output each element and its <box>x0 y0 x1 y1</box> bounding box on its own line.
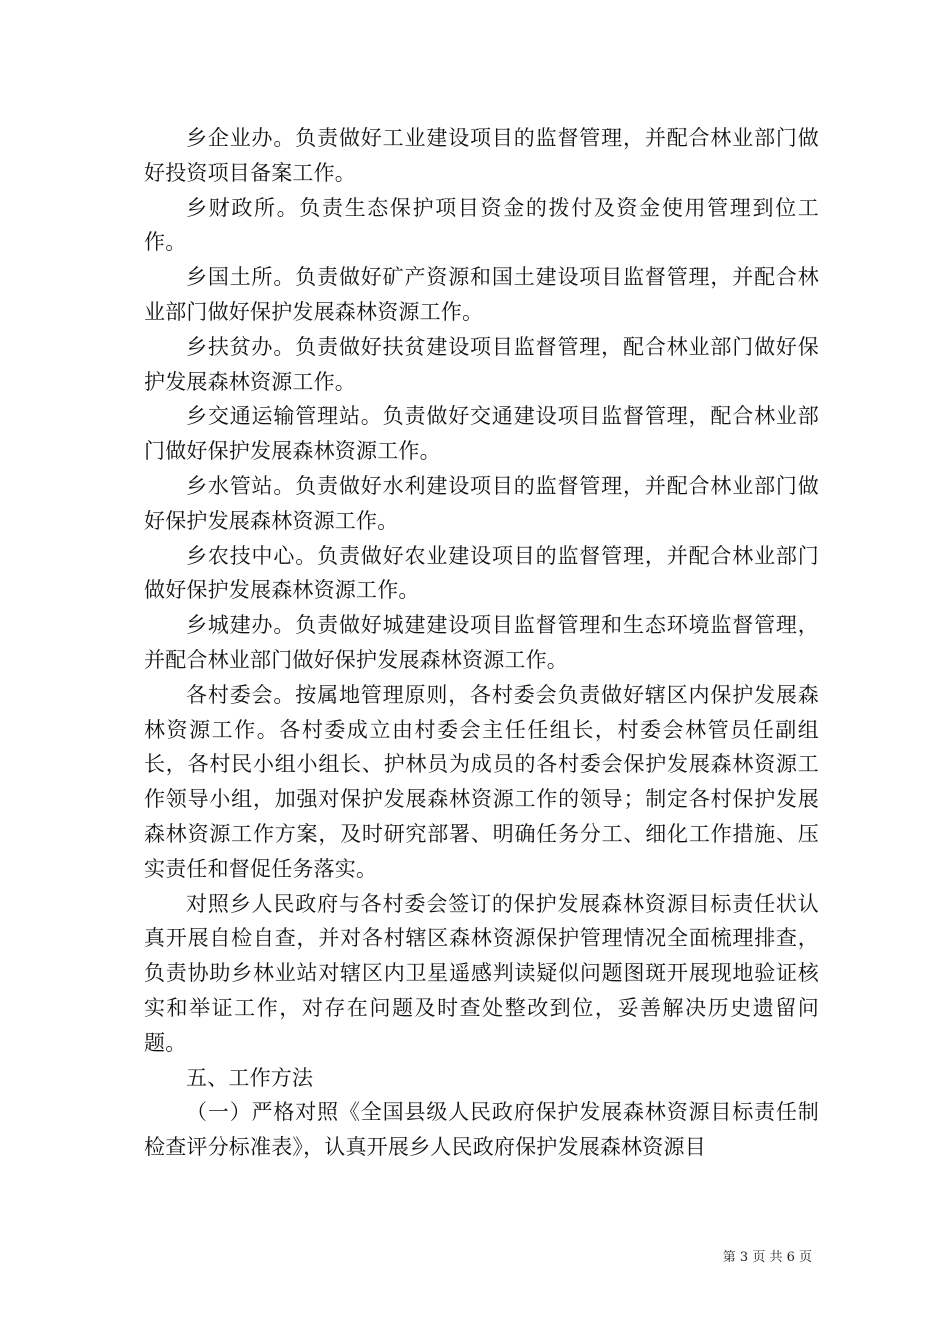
paragraph-poverty-office: 乡扶贫办。负责做好扶贫建设项目监督管理，配合林业部门做好保护发展森林资源工作。 <box>144 334 819 394</box>
page-number: 第 3 页 共 6 页 <box>722 1250 812 1265</box>
paragraph-enterprise-office: 乡企业办。负责做好工业建设项目的监督管理，并配合林业部门做好投资项目备案工作。 <box>144 126 819 185</box>
document-body <box>144 121 819 1165</box>
paragraph-village-committees: 各村委会。按属地管理原则，各村委会负责做好辖区内保护发展森林资源工作。各村委成立由村委会主任任组长，村委会林管员任副组长，各村民小组小组长、护林员为成员的各村委会保护发展森林资源工作领导小组，加强对保护发展森林资源工作的领导；制定各村保护发展森林资源工作方案，及时研究部署、明确任务分工、细化工作措施、压实责任和督促任务落实。 <box>144 682 819 881</box>
paragraph-water-station: 乡水管站。负责做好水利建设项目的监督管理，并配合林业部门做好保护发展森林资源工作。 <box>144 473 819 533</box>
paragraph-finance-office: 乡财政所。负责生态保护项目资金的拨付及资金使用管理到位工作。 <box>144 195 819 255</box>
paragraph-self-inspection: 对照乡人民政府与各村委会签订的保护发展森林资源目标责任状认真开展自检自查，并对各村辖区森林资源保护管理情况全面梳理排查，负责协助乡林业站对辖区内卫星遥感判读疑似问题图斑开展现地验证核实和举证工作，对存在问题及时查处整改到位，妥善解决历史遗留问题。 <box>144 891 819 1055</box>
paragraph-method-one: （一）严格对照《全国县级人民政府保护发展森林资源目标责任制检查评分标准表》，认真开展乡人民政府保护发展森林资源目 <box>144 1100 819 1160</box>
paragraph-land-office: 乡国土所。负责做好矿产资源和国土建设项目监督管理，并配合林业部门做好保护发展森林资源工作。 <box>144 265 819 324</box>
section-heading-work-methods: 五、工作方法 <box>186 1065 314 1090</box>
paragraph-urban-construction-office: 乡城建办。负责做好城建建设项目监督管理和生态环境监督管理，并配合林业部门做好保护发展森林资源工作。 <box>144 613 819 672</box>
paragraph-agri-tech-center: 乡农技中心。负责做好农业建设项目的监督管理，并配合林业部门做好保护发展森林资源工作。 <box>144 543 819 603</box>
paragraph-transport-station: 乡交通运输管理站。负责做好交通建设项目监督管理，配合林业部门做好保护发展森林资源工作。 <box>144 404 819 464</box>
